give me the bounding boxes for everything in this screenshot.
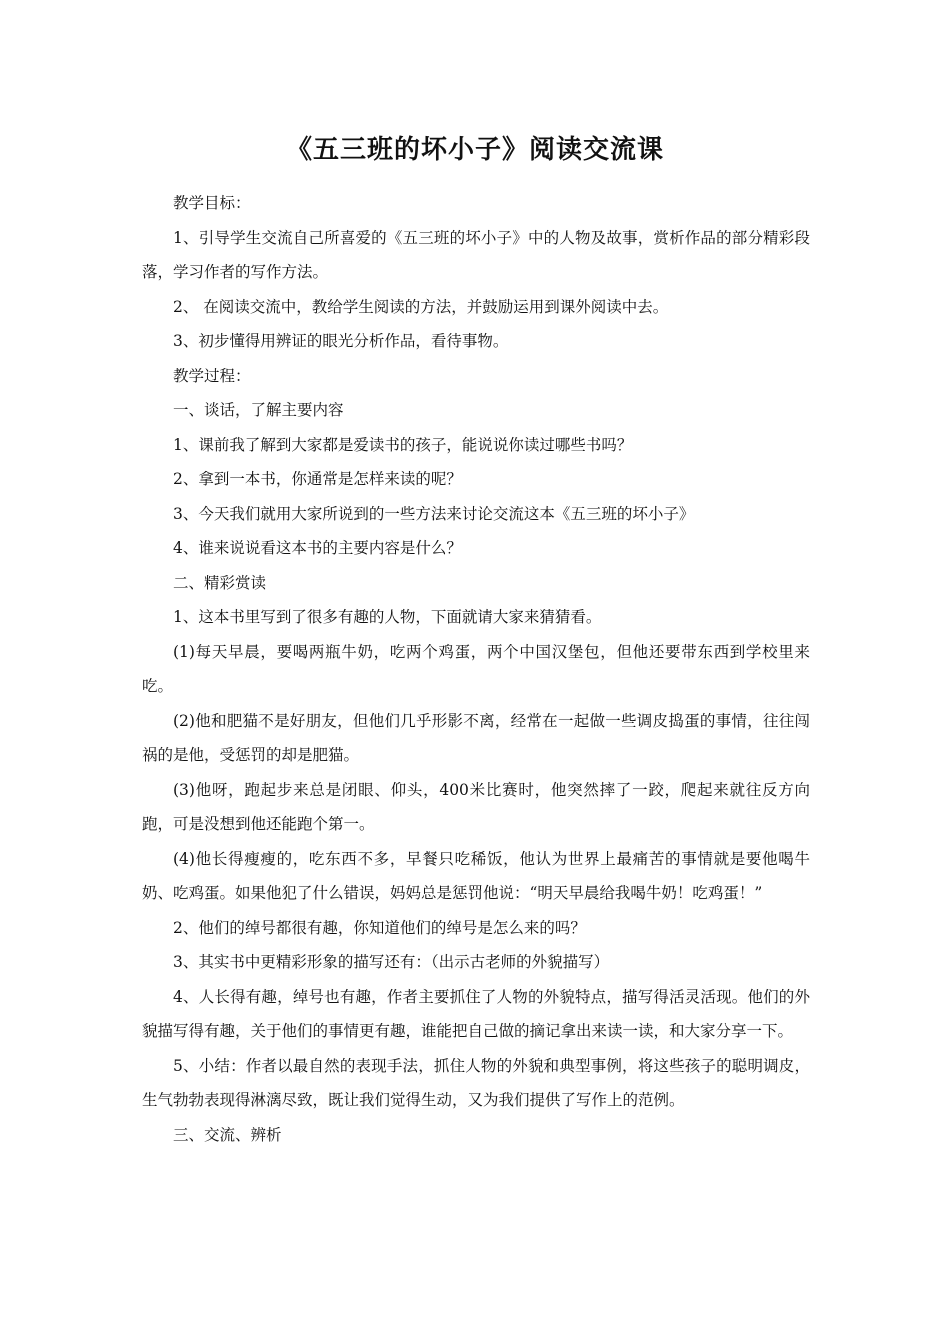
paragraph: 4、人长得有趣，绰号也有趣，作者主要抓住了人物的外貌特点，描写得活灵活现。他们的外貌描写得有趣，关于他们的事情更有趣，谁能把自己做的摘记拿出来读一读，和大家分享一下。: [142, 987, 810, 1040]
paragraph: 3、其实书中更精彩形象的描写还有：（出示古老师的外貌描写）: [173, 953, 610, 971]
document-body: [142, 186, 810, 1152]
paragraph: 1、引导学生交流自己所喜爱的《五三班的坏小子》中的人物及故事，赏析作品的部分精彩段落，学习作者的写作方法。: [142, 228, 810, 281]
paragraph: 一、谈话，了解主要内容: [173, 401, 344, 419]
paragraph: 4、谁来说说看这本书的主要内容是什么？: [173, 539, 462, 557]
paragraph: 2、拿到一本书，你通常是怎样来读的呢？: [173, 470, 462, 488]
paragraph: 5、小结：作者以最自然的表现手法，抓住人物的外貌和典型事例，将这些孩子的聪明调皮，生气勃勃表现得淋漓尽致，既让我们觉得生动，又为我们提供了写作上的范例。: [142, 1056, 810, 1109]
paragraph: 1、这本书里写到了很多有趣的人物，下面就请大家来猜猜看。: [173, 608, 602, 626]
paragraph: 教学过程：: [173, 366, 251, 385]
paragraph: (2)他和肥猫不是好朋友，但他们几乎形影不离，经常在一起做一些调皮捣蛋的事情，往往闯祸的是他，受惩罚的却是肥猫。: [142, 711, 810, 764]
paragraph: 2、他们的绰号都很有趣，你知道他们的绰号是怎么来的吗？: [173, 918, 586, 937]
paragraph: (3)他呀，跑起步来总是闭眼、仰头，400米比赛时，他突然摔了一跤，爬起来就往反方向跑，可是没想到他还能跑个第一。: [142, 780, 810, 833]
paragraph: 二、精彩赏读: [173, 573, 267, 592]
paragraph: (1)每天早晨，要喝两瓶牛奶，吃两个鸡蛋，两个中国汉堡包，但他还要带东西到学校里来吃。: [142, 642, 810, 695]
paragraph: 1、课前我了解到大家都是爱读书的孩子，能说说你读过哪些书吗？: [173, 435, 633, 454]
paragraph: 3、初步懂得用辨证的眼光分析作品，看待事物。: [173, 332, 509, 350]
paragraph: 2、 在阅读交流中，教给学生阅读的方法，并鼓励运用到课外阅读中去。: [173, 297, 669, 316]
document-title: 《五三班的坏小子》阅读交流课: [285, 135, 664, 165]
paragraph: 三、交流、辨析: [173, 1125, 282, 1144]
paragraph: (4)他长得瘦瘦的，吃东西不多，早餐只吃稀饭，他认为世界上最痛苦的事情就是要他喝牛奶、吃鸡蛋。如果他犯了什么错误，妈妈总是惩罚他说：“明天早晨给我喝牛奶！吃鸡蛋！”: [142, 849, 810, 902]
paragraph: 教学目标：: [173, 194, 251, 212]
paragraph: 3、今天我们就用大家所说到的一些方法来讨论交流这本《五三班的坏小子》: [173, 504, 695, 523]
